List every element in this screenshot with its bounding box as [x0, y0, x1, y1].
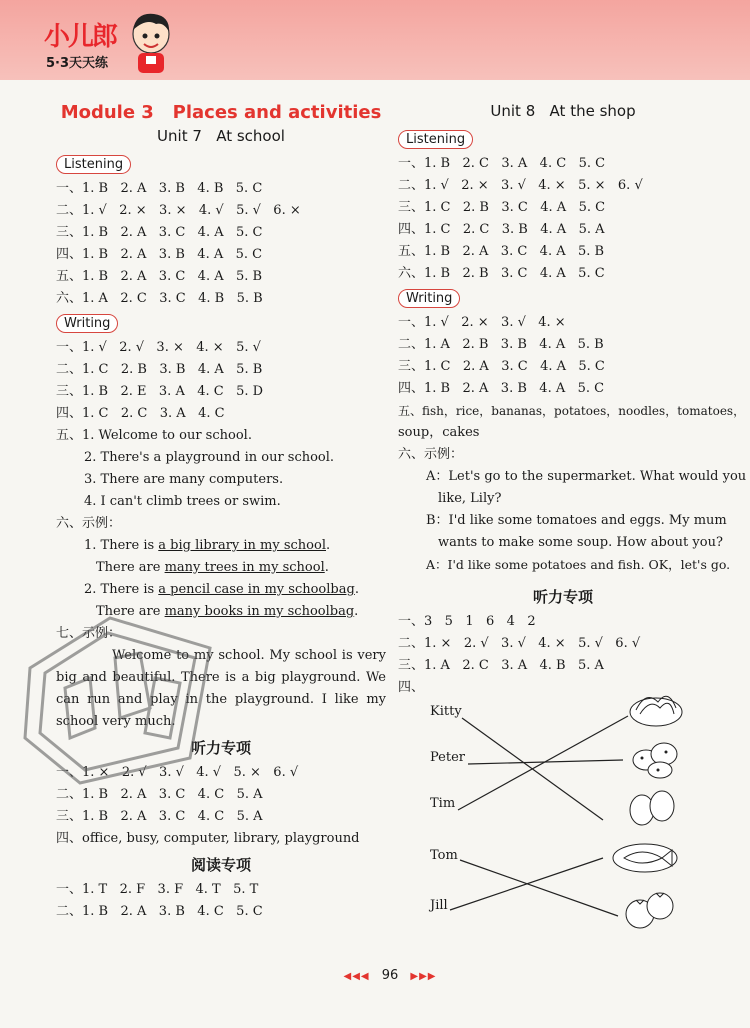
answer-line: 五、1. B 2. A 3. C 4. A 5. B	[56, 269, 263, 284]
dialogue-line: like, Lily?	[438, 491, 502, 506]
answer-line: 六、示例：	[56, 516, 122, 531]
page-number	[340, 968, 440, 983]
answer-line: 六、1. A 2. C 3. C 4. B 5. B	[56, 291, 263, 306]
sample-sentence: 2. There is a pencil case in my schoolbag.	[84, 582, 359, 597]
answer-line: 一、1. B 2. C 3. A 4. C 5. C	[398, 156, 606, 171]
sample-paragraph: Welcome to my school. My school is very big and beautiful. There is a big playground. We can run and play in the playground. I like my school very much.	[56, 648, 386, 729]
answer-line: 一、1. √ 2. √ 3. × 4. × 5. √	[56, 340, 261, 355]
sample-sentence: 1. There is a big library in my school.	[84, 538, 331, 553]
sample-sentence: There are many books in my schoolbag.	[96, 604, 359, 619]
stamp-seal-icon	[20, 608, 220, 788]
name-tom: Tom	[430, 848, 458, 863]
listening-label: Listening	[56, 155, 131, 174]
answer-line: 二、1. B 2. A 3. B 4. C 5. C	[56, 904, 263, 919]
answer-line: 3. There are many computers.	[84, 472, 284, 487]
left-column	[56, 96, 386, 923]
answer-line: 4. I can't climb trees or swim.	[84, 494, 281, 509]
answer-line: 一、1. √ 2. × 3. √ 4. ×	[398, 315, 566, 330]
answer-line: 二、1. × 2. √ 3. √ 4. × 5. √ 6. √	[398, 636, 641, 651]
answer-line: soup，cakes	[398, 425, 480, 440]
right-column	[398, 96, 747, 699]
answer-line: 四、1. B 2. A 3. B 4. A 5. C	[398, 381, 605, 396]
answer-line: 二、1. √ 2. × 3. × 4. √ 5. √ 6. ×	[56, 203, 301, 218]
answer-line: 二、1. √ 2. × 3. √ 4. × 5. × 6. √	[398, 178, 643, 193]
reading-special-title: 阅读专项	[190, 856, 251, 874]
prev-arrows-icon: ◀◀◀	[343, 971, 370, 982]
fish-icon	[610, 836, 680, 876]
answer-line: 二、1. A 2. B 3. B 4. A 5. B	[398, 337, 604, 352]
answer-line: 2. There's a playground in our school.	[84, 450, 335, 465]
module-title: Module 3 Places and activities	[60, 102, 382, 123]
noodles-icon	[626, 684, 686, 730]
unit8-title: Unit 8 At the shop	[490, 102, 636, 120]
answer-line: 五、1. Welcome to our school.	[56, 428, 252, 443]
eggs-icon	[624, 784, 680, 828]
name-jill: Jill	[430, 898, 448, 913]
unit8-writing-answers	[398, 312, 747, 576]
listening-label: Listening	[398, 130, 473, 149]
listening-special-title: 听力专项	[532, 588, 593, 606]
answer-line: 三、1. B 2. A 3. C 4. C 5. A	[56, 809, 263, 824]
answer-line: 四、1. C 2. C 3. B 4. A 5. A	[398, 222, 605, 237]
answer-line: 一、3 5 1 6 4 2	[398, 614, 536, 629]
tomatoes-icon	[620, 886, 680, 934]
answer-line: 三、1. B 2. A 3. C 4. A 5. C	[56, 225, 263, 240]
dialogue-line: A：I'd like some potatoes and fish. OK，let's go.	[426, 557, 731, 572]
answer-line: 一、1. B 2. A 3. B 4. B 5. C	[56, 181, 263, 196]
answer-line: 一、1. × 2. √ 3. √ 4. √ 5. × 6. √	[56, 765, 299, 780]
name-peter: Peter	[430, 750, 465, 765]
page-number-text: 96	[381, 968, 399, 983]
potatoes-icon	[630, 736, 682, 780]
logo-title: 小儿郎	[44, 22, 117, 52]
answer-line: 三、1. A 2. C 3. A 4. B 5. A	[398, 658, 604, 673]
unit7-title: Unit 7 At school	[157, 127, 285, 145]
logo-subtitle: 5·3天天练	[46, 56, 109, 71]
header-banner	[0, 0, 750, 80]
listening-special-title: 听力专项	[190, 739, 251, 757]
answer-line: 三、1. C 2. A 3. C 4. A 5. C	[398, 359, 605, 374]
dialogue-line: wants to make some soup. How about you?	[438, 535, 723, 550]
writing-label: Writing	[56, 314, 118, 333]
answer-line: 四、office, busy, computer, library, playground	[56, 831, 360, 846]
matching-exercise	[398, 680, 708, 940]
brand-logo	[30, 8, 180, 76]
mascot-boy-icon	[126, 10, 176, 76]
dialogue-line: A：Let's go to the supermarket. What would you	[426, 469, 747, 484]
name-tim: Tim	[430, 796, 456, 811]
answer-line: 六、示例：	[398, 447, 464, 462]
answer-line: 三、1. C 2. B 3. C 4. A 5. C	[398, 200, 606, 215]
writing-label: Writing	[398, 289, 460, 308]
unit8-listening-answers	[398, 153, 728, 285]
answer-line: 五、fish，rice，bananas，potatoes，noodles，tomatoes，	[398, 404, 746, 418]
dialogue-line: B：I'd like some tomatoes and eggs. My mum	[426, 513, 727, 528]
answer-line: 四、1. B 2. A 3. B 4. A 5. C	[56, 247, 263, 262]
name-kitty: Kitty	[430, 704, 462, 719]
answer-line: 六、1. B 2. B 3. C 4. A 5. C	[398, 266, 605, 281]
answer-line: 三、1. B 2. E 3. A 4. C 5. D	[56, 384, 264, 399]
match-label: 四、	[398, 680, 425, 695]
next-arrows-icon: ▶▶▶	[410, 971, 437, 982]
unit7-listening-answers	[56, 178, 386, 310]
answer-line: 一、1. T 2. F 3. F 4. T 5. T	[56, 882, 259, 897]
answer-line: 七、示例：	[56, 626, 122, 641]
answer-line: 五、1. B 2. A 3. C 4. A 5. B	[398, 244, 605, 259]
answer-line: 二、1. C 2. B 3. B 4. A 5. B	[56, 362, 263, 377]
sample-sentence: There are many trees in my school.	[96, 560, 329, 575]
answer-line: 四、1. C 2. C 3. A 4. C	[56, 406, 225, 421]
reading-special-answers	[56, 879, 386, 923]
answer-line: 二、1. B 2. A 3. C 4. C 5. A	[56, 787, 263, 802]
